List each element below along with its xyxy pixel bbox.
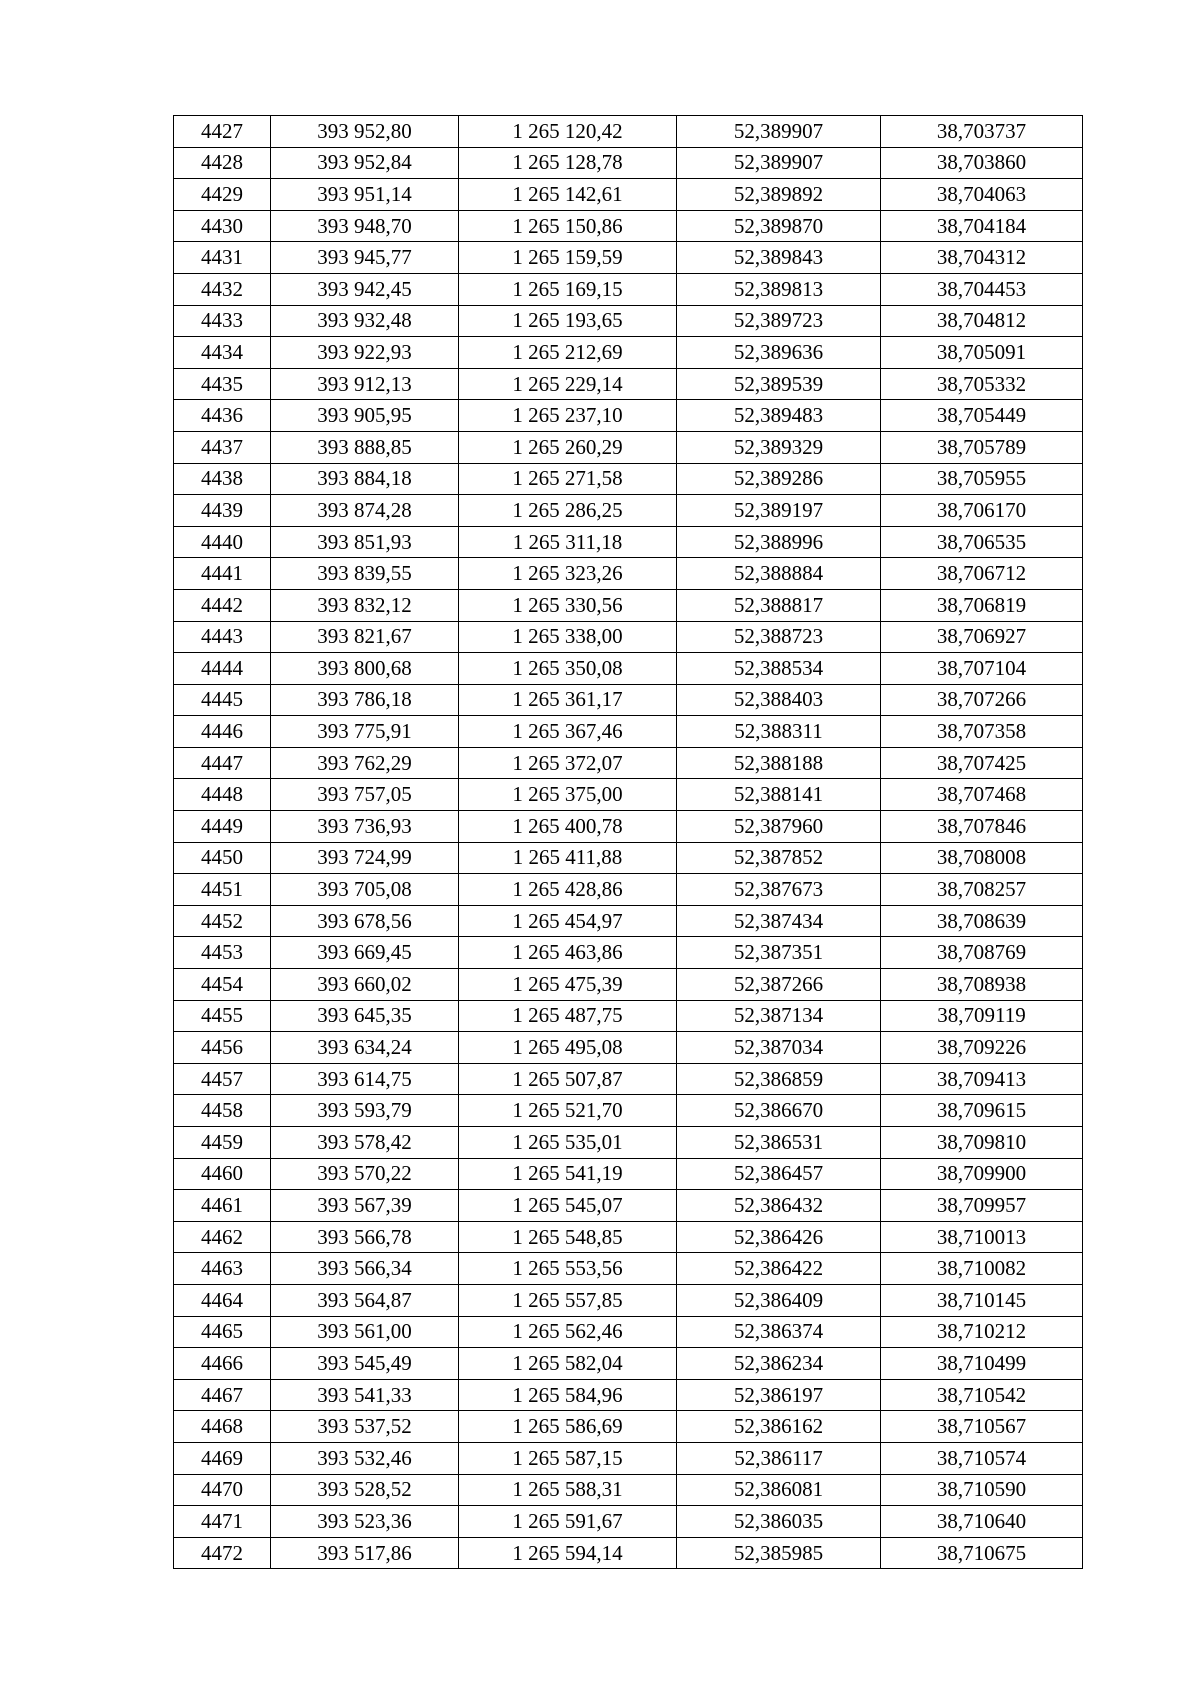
latitude-cell: 52,389329 bbox=[677, 431, 881, 463]
x-coordinate-cell: 393 736,93 bbox=[271, 811, 459, 843]
table-row bbox=[174, 431, 1083, 463]
point-number-cell: 4438 bbox=[174, 463, 271, 495]
longitude-cell: 38,706170 bbox=[881, 495, 1083, 527]
x-coordinate-cell: 393 634,24 bbox=[271, 1032, 459, 1064]
point-number-cell: 4465 bbox=[174, 1316, 271, 1348]
x-coordinate-cell: 393 942,45 bbox=[271, 273, 459, 305]
longitude-cell: 38,704453 bbox=[881, 273, 1083, 305]
table-row bbox=[174, 1284, 1083, 1316]
point-number-cell: 4451 bbox=[174, 874, 271, 906]
point-number-cell: 4464 bbox=[174, 1284, 271, 1316]
longitude-cell: 38,708938 bbox=[881, 969, 1083, 1001]
table-row bbox=[174, 179, 1083, 211]
point-number-cell: 4459 bbox=[174, 1127, 271, 1159]
x-coordinate-cell: 393 800,68 bbox=[271, 653, 459, 685]
x-coordinate-cell: 393 757,05 bbox=[271, 779, 459, 811]
latitude-cell: 52,388884 bbox=[677, 558, 881, 590]
point-number-cell: 4467 bbox=[174, 1379, 271, 1411]
y-coordinate-cell: 1 265 361,17 bbox=[459, 684, 677, 716]
point-number-cell: 4462 bbox=[174, 1221, 271, 1253]
point-number-cell: 4455 bbox=[174, 1000, 271, 1032]
longitude-cell: 38,708008 bbox=[881, 842, 1083, 874]
y-coordinate-cell: 1 265 311,18 bbox=[459, 526, 677, 558]
x-coordinate-cell: 393 570,22 bbox=[271, 1158, 459, 1190]
x-coordinate-cell: 393 821,67 bbox=[271, 621, 459, 653]
y-coordinate-cell: 1 265 237,10 bbox=[459, 400, 677, 432]
longitude-cell: 38,704063 bbox=[881, 179, 1083, 211]
y-coordinate-cell: 1 265 495,08 bbox=[459, 1032, 677, 1064]
latitude-cell: 52,386670 bbox=[677, 1095, 881, 1127]
x-coordinate-cell: 393 905,95 bbox=[271, 400, 459, 432]
y-coordinate-cell: 1 265 338,00 bbox=[459, 621, 677, 653]
y-coordinate-cell: 1 265 594,14 bbox=[459, 1537, 677, 1569]
coordinates-table-body bbox=[174, 116, 1083, 1569]
table-row bbox=[174, 526, 1083, 558]
longitude-cell: 38,704812 bbox=[881, 305, 1083, 337]
table-row bbox=[174, 1158, 1083, 1190]
x-coordinate-cell: 393 545,49 bbox=[271, 1348, 459, 1380]
y-coordinate-cell: 1 265 260,29 bbox=[459, 431, 677, 463]
point-number-cell: 4445 bbox=[174, 684, 271, 716]
table-row bbox=[174, 558, 1083, 590]
table-row bbox=[174, 337, 1083, 369]
x-coordinate-cell: 393 775,91 bbox=[271, 716, 459, 748]
table-row bbox=[174, 210, 1083, 242]
table-row bbox=[174, 463, 1083, 495]
x-coordinate-cell: 393 564,87 bbox=[271, 1284, 459, 1316]
y-coordinate-cell: 1 265 545,07 bbox=[459, 1190, 677, 1222]
point-number-cell: 4449 bbox=[174, 811, 271, 843]
latitude-cell: 52,386162 bbox=[677, 1411, 881, 1443]
latitude-cell: 52,386859 bbox=[677, 1063, 881, 1095]
latitude-cell: 52,388141 bbox=[677, 779, 881, 811]
x-coordinate-cell: 393 762,29 bbox=[271, 747, 459, 779]
latitude-cell: 52,389870 bbox=[677, 210, 881, 242]
y-coordinate-cell: 1 265 584,96 bbox=[459, 1379, 677, 1411]
y-coordinate-cell: 1 265 463,86 bbox=[459, 937, 677, 969]
longitude-cell: 38,710574 bbox=[881, 1442, 1083, 1474]
latitude-cell: 52,387960 bbox=[677, 811, 881, 843]
table-row bbox=[174, 621, 1083, 653]
table-row bbox=[174, 400, 1083, 432]
y-coordinate-cell: 1 265 330,56 bbox=[459, 589, 677, 621]
longitude-cell: 38,710590 bbox=[881, 1474, 1083, 1506]
y-coordinate-cell: 1 265 586,69 bbox=[459, 1411, 677, 1443]
y-coordinate-cell: 1 265 454,97 bbox=[459, 905, 677, 937]
x-coordinate-cell: 393 884,18 bbox=[271, 463, 459, 495]
longitude-cell: 38,709615 bbox=[881, 1095, 1083, 1127]
latitude-cell: 52,388534 bbox=[677, 653, 881, 685]
point-number-cell: 4453 bbox=[174, 937, 271, 969]
table-row bbox=[174, 811, 1083, 843]
x-coordinate-cell: 393 669,45 bbox=[271, 937, 459, 969]
x-coordinate-cell: 393 614,75 bbox=[271, 1063, 459, 1095]
point-number-cell: 4458 bbox=[174, 1095, 271, 1127]
latitude-cell: 52,386374 bbox=[677, 1316, 881, 1348]
table-row bbox=[174, 305, 1083, 337]
longitude-cell: 38,710640 bbox=[881, 1506, 1083, 1538]
x-coordinate-cell: 393 532,46 bbox=[271, 1442, 459, 1474]
point-number-cell: 4440 bbox=[174, 526, 271, 558]
y-coordinate-cell: 1 265 150,86 bbox=[459, 210, 677, 242]
longitude-cell: 38,709810 bbox=[881, 1127, 1083, 1159]
x-coordinate-cell: 393 724,99 bbox=[271, 842, 459, 874]
longitude-cell: 38,705955 bbox=[881, 463, 1083, 495]
table-row bbox=[174, 589, 1083, 621]
latitude-cell: 52,389483 bbox=[677, 400, 881, 432]
latitude-cell: 52,389813 bbox=[677, 273, 881, 305]
x-coordinate-cell: 393 528,52 bbox=[271, 1474, 459, 1506]
longitude-cell: 38,709119 bbox=[881, 1000, 1083, 1032]
latitude-cell: 52,386197 bbox=[677, 1379, 881, 1411]
longitude-cell: 38,710499 bbox=[881, 1348, 1083, 1380]
point-number-cell: 4427 bbox=[174, 116, 271, 148]
latitude-cell: 52,387852 bbox=[677, 842, 881, 874]
table-row bbox=[174, 1063, 1083, 1095]
x-coordinate-cell: 393 593,79 bbox=[271, 1095, 459, 1127]
point-number-cell: 4436 bbox=[174, 400, 271, 432]
y-coordinate-cell: 1 265 548,85 bbox=[459, 1221, 677, 1253]
latitude-cell: 52,389286 bbox=[677, 463, 881, 495]
y-coordinate-cell: 1 265 128,78 bbox=[459, 147, 677, 179]
table-row bbox=[174, 874, 1083, 906]
x-coordinate-cell: 393 537,52 bbox=[271, 1411, 459, 1443]
x-coordinate-cell: 393 912,13 bbox=[271, 368, 459, 400]
point-number-cell: 4433 bbox=[174, 305, 271, 337]
latitude-cell: 52,386432 bbox=[677, 1190, 881, 1222]
point-number-cell: 4439 bbox=[174, 495, 271, 527]
point-number-cell: 4429 bbox=[174, 179, 271, 211]
y-coordinate-cell: 1 265 193,65 bbox=[459, 305, 677, 337]
y-coordinate-cell: 1 265 323,26 bbox=[459, 558, 677, 590]
latitude-cell: 52,386457 bbox=[677, 1158, 881, 1190]
x-coordinate-cell: 393 578,42 bbox=[271, 1127, 459, 1159]
table-row bbox=[174, 1221, 1083, 1253]
point-number-cell: 4456 bbox=[174, 1032, 271, 1064]
table-row bbox=[174, 1253, 1083, 1285]
longitude-cell: 38,710567 bbox=[881, 1411, 1083, 1443]
latitude-cell: 52,387266 bbox=[677, 969, 881, 1001]
x-coordinate-cell: 393 952,84 bbox=[271, 147, 459, 179]
longitude-cell: 38,709900 bbox=[881, 1158, 1083, 1190]
x-coordinate-cell: 393 566,34 bbox=[271, 1253, 459, 1285]
x-coordinate-cell: 393 888,85 bbox=[271, 431, 459, 463]
latitude-cell: 52,386531 bbox=[677, 1127, 881, 1159]
y-coordinate-cell: 1 265 591,67 bbox=[459, 1506, 677, 1538]
y-coordinate-cell: 1 265 120,42 bbox=[459, 116, 677, 148]
point-number-cell: 4457 bbox=[174, 1063, 271, 1095]
latitude-cell: 52,387673 bbox=[677, 874, 881, 906]
table-row bbox=[174, 147, 1083, 179]
point-number-cell: 4446 bbox=[174, 716, 271, 748]
table-row bbox=[174, 273, 1083, 305]
x-coordinate-cell: 393 832,12 bbox=[271, 589, 459, 621]
longitude-cell: 38,707358 bbox=[881, 716, 1083, 748]
longitude-cell: 38,707104 bbox=[881, 653, 1083, 685]
y-coordinate-cell: 1 265 475,39 bbox=[459, 969, 677, 1001]
y-coordinate-cell: 1 265 400,78 bbox=[459, 811, 677, 843]
latitude-cell: 52,386426 bbox=[677, 1221, 881, 1253]
longitude-cell: 38,710082 bbox=[881, 1253, 1083, 1285]
x-coordinate-cell: 393 945,77 bbox=[271, 242, 459, 274]
point-number-cell: 4428 bbox=[174, 147, 271, 179]
x-coordinate-cell: 393 786,18 bbox=[271, 684, 459, 716]
longitude-cell: 38,707266 bbox=[881, 684, 1083, 716]
latitude-cell: 52,389539 bbox=[677, 368, 881, 400]
latitude-cell: 52,388723 bbox=[677, 621, 881, 653]
x-coordinate-cell: 393 851,93 bbox=[271, 526, 459, 558]
x-coordinate-cell: 393 948,70 bbox=[271, 210, 459, 242]
latitude-cell: 52,386081 bbox=[677, 1474, 881, 1506]
longitude-cell: 38,703737 bbox=[881, 116, 1083, 148]
longitude-cell: 38,709413 bbox=[881, 1063, 1083, 1095]
y-coordinate-cell: 1 265 212,69 bbox=[459, 337, 677, 369]
y-coordinate-cell: 1 265 562,46 bbox=[459, 1316, 677, 1348]
point-number-cell: 4448 bbox=[174, 779, 271, 811]
table-row bbox=[174, 747, 1083, 779]
table-row bbox=[174, 1411, 1083, 1443]
y-coordinate-cell: 1 265 553,56 bbox=[459, 1253, 677, 1285]
point-number-cell: 4471 bbox=[174, 1506, 271, 1538]
point-number-cell: 4444 bbox=[174, 653, 271, 685]
point-number-cell: 4437 bbox=[174, 431, 271, 463]
y-coordinate-cell: 1 265 372,07 bbox=[459, 747, 677, 779]
x-coordinate-cell: 393 517,86 bbox=[271, 1537, 459, 1569]
latitude-cell: 52,389197 bbox=[677, 495, 881, 527]
latitude-cell: 52,387134 bbox=[677, 1000, 881, 1032]
table-row bbox=[174, 937, 1083, 969]
x-coordinate-cell: 393 567,39 bbox=[271, 1190, 459, 1222]
latitude-cell: 52,386117 bbox=[677, 1442, 881, 1474]
longitude-cell: 38,705332 bbox=[881, 368, 1083, 400]
x-coordinate-cell: 393 951,14 bbox=[271, 179, 459, 211]
point-number-cell: 4454 bbox=[174, 969, 271, 1001]
y-coordinate-cell: 1 265 582,04 bbox=[459, 1348, 677, 1380]
table-row bbox=[174, 116, 1083, 148]
y-coordinate-cell: 1 265 142,61 bbox=[459, 179, 677, 211]
longitude-cell: 38,709226 bbox=[881, 1032, 1083, 1064]
latitude-cell: 52,388817 bbox=[677, 589, 881, 621]
y-coordinate-cell: 1 265 507,87 bbox=[459, 1063, 677, 1095]
latitude-cell: 52,388996 bbox=[677, 526, 881, 558]
longitude-cell: 38,710013 bbox=[881, 1221, 1083, 1253]
longitude-cell: 38,703860 bbox=[881, 147, 1083, 179]
longitude-cell: 38,710542 bbox=[881, 1379, 1083, 1411]
point-number-cell: 4460 bbox=[174, 1158, 271, 1190]
point-number-cell: 4441 bbox=[174, 558, 271, 590]
y-coordinate-cell: 1 265 271,58 bbox=[459, 463, 677, 495]
x-coordinate-cell: 393 645,35 bbox=[271, 1000, 459, 1032]
latitude-cell: 52,386409 bbox=[677, 1284, 881, 1316]
table-row bbox=[174, 1537, 1083, 1569]
longitude-cell: 38,709957 bbox=[881, 1190, 1083, 1222]
point-number-cell: 4434 bbox=[174, 337, 271, 369]
coordinates-table bbox=[173, 115, 1083, 1569]
table-row bbox=[174, 1348, 1083, 1380]
x-coordinate-cell: 393 839,55 bbox=[271, 558, 459, 590]
table-row bbox=[174, 684, 1083, 716]
latitude-cell: 52,387351 bbox=[677, 937, 881, 969]
x-coordinate-cell: 393 705,08 bbox=[271, 874, 459, 906]
longitude-cell: 38,707425 bbox=[881, 747, 1083, 779]
table-row bbox=[174, 1316, 1083, 1348]
longitude-cell: 38,707468 bbox=[881, 779, 1083, 811]
table-row bbox=[174, 716, 1083, 748]
x-coordinate-cell: 393 541,33 bbox=[271, 1379, 459, 1411]
longitude-cell: 38,706819 bbox=[881, 589, 1083, 621]
y-coordinate-cell: 1 265 375,00 bbox=[459, 779, 677, 811]
point-number-cell: 4435 bbox=[174, 368, 271, 400]
x-coordinate-cell: 393 952,80 bbox=[271, 116, 459, 148]
table-row bbox=[174, 842, 1083, 874]
y-coordinate-cell: 1 265 587,15 bbox=[459, 1442, 677, 1474]
point-number-cell: 4468 bbox=[174, 1411, 271, 1443]
y-coordinate-cell: 1 265 169,15 bbox=[459, 273, 677, 305]
latitude-cell: 52,388403 bbox=[677, 684, 881, 716]
table-row bbox=[174, 653, 1083, 685]
table-row bbox=[174, 1127, 1083, 1159]
latitude-cell: 52,389907 bbox=[677, 116, 881, 148]
table-row bbox=[174, 1379, 1083, 1411]
longitude-cell: 38,706712 bbox=[881, 558, 1083, 590]
x-coordinate-cell: 393 932,48 bbox=[271, 305, 459, 337]
longitude-cell: 38,710145 bbox=[881, 1284, 1083, 1316]
point-number-cell: 4466 bbox=[174, 1348, 271, 1380]
longitude-cell: 38,704312 bbox=[881, 242, 1083, 274]
table-row bbox=[174, 969, 1083, 1001]
longitude-cell: 38,710675 bbox=[881, 1537, 1083, 1569]
latitude-cell: 52,385985 bbox=[677, 1537, 881, 1569]
y-coordinate-cell: 1 265 521,70 bbox=[459, 1095, 677, 1127]
table-row bbox=[174, 1095, 1083, 1127]
point-number-cell: 4432 bbox=[174, 273, 271, 305]
point-number-cell: 4469 bbox=[174, 1442, 271, 1474]
y-coordinate-cell: 1 265 367,46 bbox=[459, 716, 677, 748]
y-coordinate-cell: 1 265 535,01 bbox=[459, 1127, 677, 1159]
x-coordinate-cell: 393 874,28 bbox=[271, 495, 459, 527]
latitude-cell: 52,389892 bbox=[677, 179, 881, 211]
x-coordinate-cell: 393 678,56 bbox=[271, 905, 459, 937]
table-row bbox=[174, 242, 1083, 274]
table-row bbox=[174, 779, 1083, 811]
point-number-cell: 4443 bbox=[174, 621, 271, 653]
longitude-cell: 38,705449 bbox=[881, 400, 1083, 432]
latitude-cell: 52,388311 bbox=[677, 716, 881, 748]
latitude-cell: 52,389636 bbox=[677, 337, 881, 369]
y-coordinate-cell: 1 265 229,14 bbox=[459, 368, 677, 400]
longitude-cell: 38,706535 bbox=[881, 526, 1083, 558]
x-coordinate-cell: 393 660,02 bbox=[271, 969, 459, 1001]
latitude-cell: 52,386035 bbox=[677, 1506, 881, 1538]
longitude-cell: 38,708769 bbox=[881, 937, 1083, 969]
table-row bbox=[174, 495, 1083, 527]
point-number-cell: 4472 bbox=[174, 1537, 271, 1569]
table-row bbox=[174, 1000, 1083, 1032]
latitude-cell: 52,387434 bbox=[677, 905, 881, 937]
x-coordinate-cell: 393 561,00 bbox=[271, 1316, 459, 1348]
y-coordinate-cell: 1 265 588,31 bbox=[459, 1474, 677, 1506]
longitude-cell: 38,705789 bbox=[881, 431, 1083, 463]
y-coordinate-cell: 1 265 159,59 bbox=[459, 242, 677, 274]
point-number-cell: 4430 bbox=[174, 210, 271, 242]
y-coordinate-cell: 1 265 428,86 bbox=[459, 874, 677, 906]
table-row bbox=[174, 1190, 1083, 1222]
table-row bbox=[174, 1474, 1083, 1506]
x-coordinate-cell: 393 523,36 bbox=[271, 1506, 459, 1538]
latitude-cell: 52,386234 bbox=[677, 1348, 881, 1380]
table-row bbox=[174, 1032, 1083, 1064]
point-number-cell: 4450 bbox=[174, 842, 271, 874]
longitude-cell: 38,704184 bbox=[881, 210, 1083, 242]
point-number-cell: 4461 bbox=[174, 1190, 271, 1222]
longitude-cell: 38,708257 bbox=[881, 874, 1083, 906]
latitude-cell: 52,389723 bbox=[677, 305, 881, 337]
y-coordinate-cell: 1 265 411,88 bbox=[459, 842, 677, 874]
latitude-cell: 52,389843 bbox=[677, 242, 881, 274]
latitude-cell: 52,386422 bbox=[677, 1253, 881, 1285]
y-coordinate-cell: 1 265 286,25 bbox=[459, 495, 677, 527]
longitude-cell: 38,710212 bbox=[881, 1316, 1083, 1348]
y-coordinate-cell: 1 265 350,08 bbox=[459, 653, 677, 685]
table-row bbox=[174, 1506, 1083, 1538]
point-number-cell: 4463 bbox=[174, 1253, 271, 1285]
latitude-cell: 52,388188 bbox=[677, 747, 881, 779]
longitude-cell: 38,705091 bbox=[881, 337, 1083, 369]
x-coordinate-cell: 393 922,93 bbox=[271, 337, 459, 369]
longitude-cell: 38,708639 bbox=[881, 905, 1083, 937]
point-number-cell: 4442 bbox=[174, 589, 271, 621]
table-row bbox=[174, 368, 1083, 400]
latitude-cell: 52,387034 bbox=[677, 1032, 881, 1064]
point-number-cell: 4447 bbox=[174, 747, 271, 779]
y-coordinate-cell: 1 265 541,19 bbox=[459, 1158, 677, 1190]
x-coordinate-cell: 393 566,78 bbox=[271, 1221, 459, 1253]
y-coordinate-cell: 1 265 487,75 bbox=[459, 1000, 677, 1032]
y-coordinate-cell: 1 265 557,85 bbox=[459, 1284, 677, 1316]
point-number-cell: 4470 bbox=[174, 1474, 271, 1506]
longitude-cell: 38,707846 bbox=[881, 811, 1083, 843]
table-row bbox=[174, 905, 1083, 937]
latitude-cell: 52,389907 bbox=[677, 147, 881, 179]
table-row bbox=[174, 1442, 1083, 1474]
point-number-cell: 4431 bbox=[174, 242, 271, 274]
longitude-cell: 38,706927 bbox=[881, 621, 1083, 653]
point-number-cell: 4452 bbox=[174, 905, 271, 937]
